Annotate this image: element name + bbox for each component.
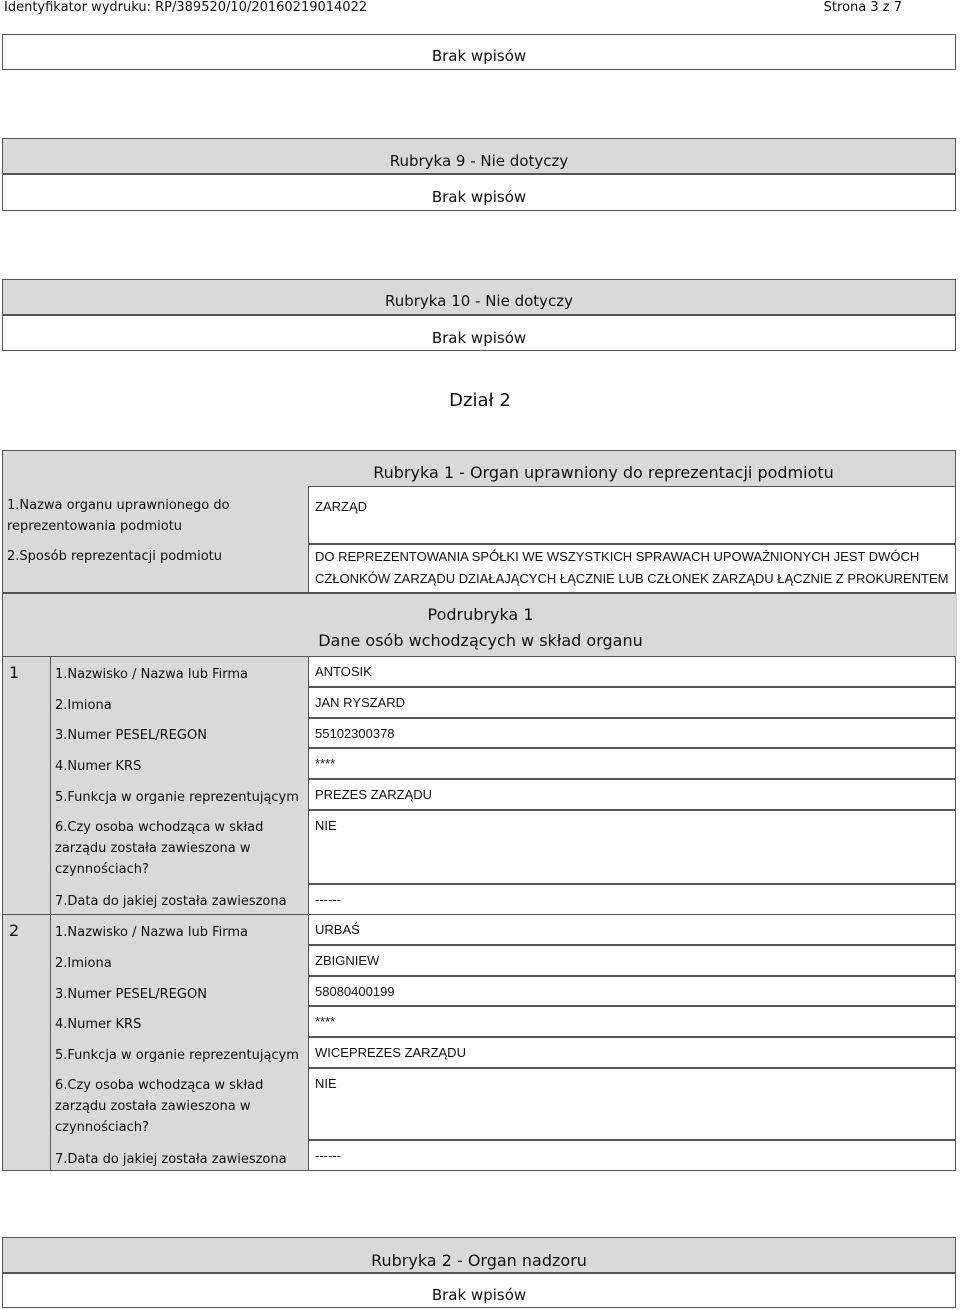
person-field-label: 5.Funkcja w organie reprezentującym — [55, 790, 299, 805]
rubryka10-title: Rubryka 10 - Nie dotyczy — [384, 292, 574, 310]
person-value-cell — [308, 748, 956, 779]
person-surname: URBAŚ — [315, 922, 360, 937]
person-number: 2 — [9, 921, 20, 940]
rubryka1-box — [2, 450, 956, 593]
person-suspended: NIE — [315, 1076, 337, 1091]
person-value-cell — [308, 1140, 956, 1171]
person-field-label: 3.Numer PESEL/REGON — [55, 987, 207, 1002]
person-value-cell — [308, 914, 956, 945]
person-field-label: 1.Nazwisko / Nazwa lub Firma — [55, 925, 248, 940]
person-surname: ANTOSIK — [315, 664, 372, 679]
person-field-label: 2.Imiona — [55, 698, 112, 713]
person-value-cell — [308, 718, 956, 748]
person-value-cell — [308, 945, 956, 976]
rubryka10-title-box — [2, 279, 956, 315]
person-given-names: ZBIGNIEW — [315, 953, 380, 968]
organ-name-label: 1.Nazwa organu uprawnionego do reprezentowania podmiotu — [7, 498, 230, 534]
person-labels-column — [50, 656, 309, 915]
rubryka2-title-box — [2, 1237, 956, 1273]
representation-method-cell — [308, 544, 956, 593]
person-function: PREZES ZARZĄDU — [315, 787, 433, 802]
rubryka9-title: Rubryka 9 - Nie dotyczy — [389, 152, 569, 170]
top-entries-box — [2, 34, 956, 70]
person-number: 1 — [9, 663, 20, 682]
podrubryka-title: Podrubryka 1 — [427, 605, 534, 624]
person-krs: **** — [315, 1014, 336, 1029]
rubryka1-title: Rubryka 1 - Organ uprawniony do reprezentacji podmiotu — [373, 463, 834, 482]
person-function: WICEPREZES ZARZĄDU — [315, 1045, 466, 1060]
person-number-cell — [2, 914, 51, 1171]
print-identifier: Identyfikator wydruku: RP/389520/10/20160219014022 — [4, 0, 368, 15]
person-field-label: 2.Imiona — [55, 956, 112, 971]
rubryka2-entries-box — [2, 1273, 956, 1308]
person-field-label: 3.Numer PESEL/REGON — [55, 728, 207, 743]
person-field-label: 5.Funkcja w organie reprezentującym — [55, 1048, 299, 1063]
person-value-cell — [308, 884, 956, 915]
person-value-cell — [308, 1037, 956, 1068]
person-given-names: JAN RYSZARD — [315, 695, 406, 710]
rubryka2-title: Rubryka 2 - Organ nadzoru — [371, 1251, 587, 1270]
rubryka2-entries: Brak wpisów — [431, 1286, 527, 1304]
person-value-cell — [308, 1006, 956, 1037]
person-field-label: 1.Nazwisko / Nazwa lub Firma — [55, 667, 248, 682]
person-field-label: 6.Czy osoba wchodząca w skład zarządu została zawieszona w czynnościach? — [55, 820, 264, 877]
rubryka10-entries-box — [2, 315, 956, 351]
rubryka9-title-box — [2, 138, 956, 174]
person-value-cell — [308, 656, 956, 687]
person-suspension-date: ------ — [315, 1148, 341, 1163]
person-value-cell — [308, 976, 956, 1006]
person-field-label: 4.Numer KRS — [55, 759, 142, 774]
person-suspension-date: ------ — [315, 892, 341, 907]
person-field-label: 7.Data do jakiej została zawieszona — [55, 894, 287, 909]
organ-name-cell — [308, 486, 956, 544]
person-value-cell — [308, 779, 956, 810]
representation-method-value: DO REPREZENTOWANIA SPÓŁKI WE WSZYSTKICH SPRAWACH UPOWAŻNIONYCH JEST DWÓCH CZŁONKÓW ZARZĄDU DZIAŁAJĄCYCH ŁĄCZNIE LUB CZŁONEK ZARZĄDU ŁĄCZNIE Z PROKURENTEM — [315, 549, 949, 586]
page-number: Strona 3 z 7 — [823, 0, 902, 15]
person-value-cell — [308, 810, 956, 884]
organ-name-value: ZARZĄD — [315, 499, 367, 514]
top-entries-text: Brak wpisów — [431, 47, 527, 65]
person-value-cell — [308, 687, 956, 718]
person-suspended: NIE — [315, 818, 337, 833]
section-heading: Dział 2 — [449, 390, 511, 411]
person-field-label: 7.Data do jakiej została zawieszona — [55, 1152, 287, 1167]
person-labels-column — [50, 914, 309, 1171]
person-pesel: 58080400199 — [315, 984, 395, 999]
person-value-cell — [308, 1068, 956, 1140]
person-field-label: 6.Czy osoba wchodząca w skład zarządu została zawieszona w czynnościach? — [55, 1078, 264, 1135]
person-pesel: 55102300378 — [315, 726, 395, 741]
podrubryka-box — [2, 593, 956, 1170]
person-krs: **** — [315, 756, 336, 771]
person-field-label: 4.Numer KRS — [55, 1017, 142, 1032]
rubryka9-entries: Brak wpisów — [431, 188, 527, 206]
podrubryka-subtitle: Dane osób wchodzących w skład organu — [318, 631, 643, 650]
rubryka10-entries: Brak wpisów — [431, 329, 527, 347]
person-number-cell — [2, 656, 51, 915]
rubryka9-entries-box — [2, 174, 956, 211]
representation-method-label: 2.Sposób reprezentacji podmiotu — [7, 549, 222, 564]
